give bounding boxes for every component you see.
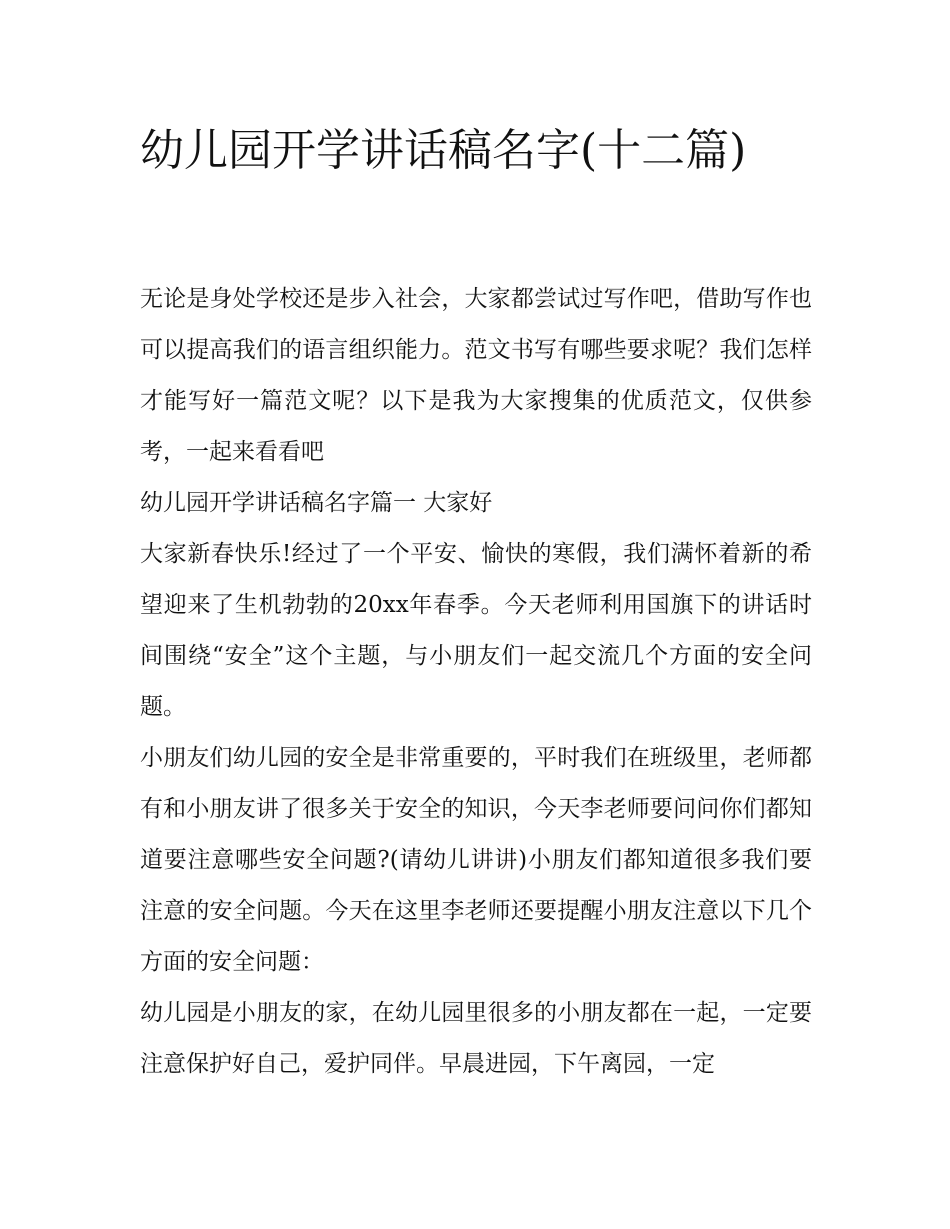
paragraph-kindergarten: 幼儿园是小朋友的家，在幼儿园里很多的小朋友都在一起，一定要注意保护好自己，爱护同伴。早晨进园，下午离园，一定 (140, 1000, 812, 1077)
document-title: 幼儿园开学讲话稿名字(十二篇) (140, 125, 747, 176)
paragraph-greeting: 大家新春快乐!经过了一个平安、愉快的寒假，我们满怀着新的希望迎来了生机勃勃的20xx年春季。今天老师利用国旗下的讲话时间围绕“安全”这个主题，与小朋友们一起交流几个方面的安全问题。 (140, 541, 812, 720)
paragraph-safety: 小朋友们幼儿园的安全是非常重要的，平时我们在班级里，老师都有和小朋友讲了很多关于安全的知识，今天李老师要问问你们都知道要注意哪些安全问题?(请幼儿讲讲)小朋友们都知道很多我们要注意的安全问题。今天在这里李老师还要提醒小朋友注意以下几个方面的安全问题： (140, 745, 812, 975)
section-heading: 幼儿园开学讲话稿名字篇一 大家好 (140, 490, 493, 516)
document-body (140, 274, 812, 1090)
paragraph-intro: 无论是身处学校还是步入社会，大家都尝试过写作吧，借助写作也可以提高我们的语言组织能力。范文书写有哪些要求呢？我们怎样才能写好一篇范文呢？以下是我为大家搜集的优质范文，仅供参考，一起来看看吧 (140, 286, 812, 465)
